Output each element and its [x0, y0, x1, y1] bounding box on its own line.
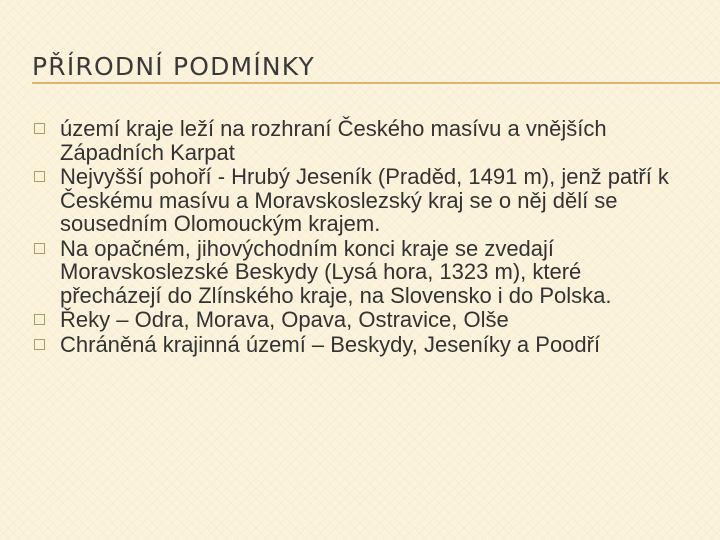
- square-bullet-icon: [34, 171, 45, 182]
- square-bullet-icon: [34, 123, 45, 134]
- bullet-text: Chráněná krajinná území – Beskydy, Jeseníky a Poodří: [60, 331, 601, 357]
- slide-title: PŘÍRODNÍ PODMÍNKY: [32, 52, 315, 81]
- square-bullet-icon: [34, 314, 45, 325]
- bullet-list: [34, 117, 684, 357]
- bullet-text: Na opačném, jihovýchodním konci kraje se zvedají Moravskoslezské Beskydy (Lysá hora, 1323 m), které přecházejí do Zlínského kraje, na Slovensko i do Polska.: [60, 235, 612, 308]
- list-item: [34, 333, 684, 357]
- bullet-text: Nejvyšší pohoří - Hrubý Jeseník (Praděd, 1491 m), jenž patří k Českému masívu a Moravskoslezský kraj se o něj dělí se sousedním Olomouckým krajem.: [60, 164, 669, 236]
- square-bullet-icon: [34, 243, 45, 254]
- list-item: [34, 117, 684, 164]
- list-item: [34, 237, 684, 308]
- bullet-text: Řeky – Odra, Morava, Opava, Ostravice, Olše: [60, 307, 509, 332]
- list-item: [34, 165, 684, 236]
- bullet-text: území kraje leží na rozhraní Českého masívu a vnějších Západních Karpat: [60, 116, 607, 165]
- list-item: [34, 308, 684, 332]
- square-bullet-icon: [34, 339, 45, 350]
- title-underline: [32, 82, 720, 84]
